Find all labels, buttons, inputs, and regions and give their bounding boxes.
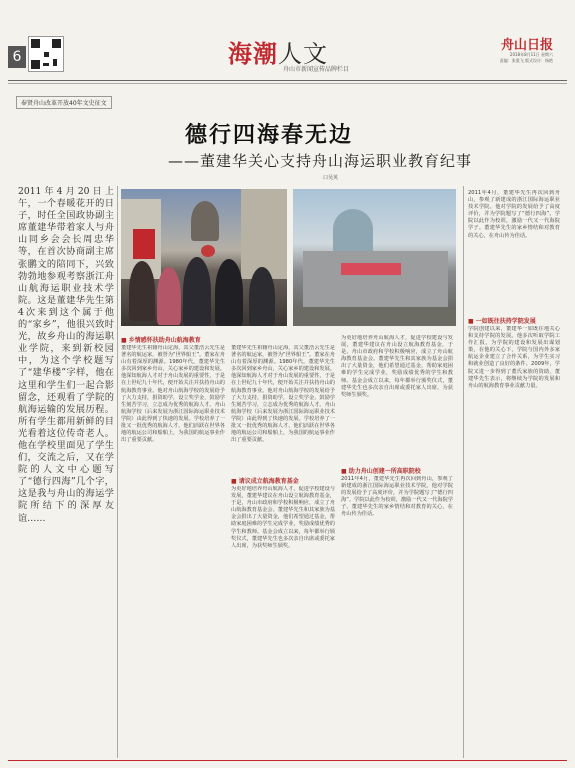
- person-5: [249, 267, 275, 326]
- building-right: [241, 189, 287, 279]
- campus-photo: [293, 189, 456, 326]
- section-subtitle: 舟山市新闻宣传品牌栏目: [283, 66, 350, 73]
- headline: 德行四海春无边: [185, 123, 354, 148]
- section-heading-4: ■ 一如既往扶持学院发展: [468, 316, 536, 325]
- person-4: [215, 259, 243, 326]
- section-heading-2: ■ 请议成立航海教育基金: [231, 476, 299, 485]
- subheadline: ——董建华关心支持舟山海运职业教育纪事: [168, 152, 473, 170]
- right-text-top: 2011年4月，董建华先生再次回到舟山，参观了新建成的浙江国际海运职业技术学院。他对学院的发展给予了高度评价，并为学院题写了“德行四海”。学院以此作为校训，激励一代又一代海院学子。董建华先生的家乡情结和对教育的关心，在舟山传为佳话。: [468, 190, 560, 239]
- plaza: [293, 307, 456, 326]
- lead-column: 2011年4月20日上午，一个春暖花开的日子，时任全国政协副主席董建华带着家人与舟山同乡会会长周忠华等，在首次协商副主席张鹏文的陪同下，兴致勃勃地参观考察浙江舟山航海运职业技术学院。这是董建华先生第4次来到这个属于他的“家乡”，他很兴致时光，故乡舟山的海运职业学院，来到新校园中，为这个学校题写了“建华楼”字样，他在这里和学生们一起合影留念，还观看了学院的航海运输的发展历程。所有学生都用新鲜的目光看着这位传奇老人。他在学校里面见了学生们，交流之后，又在学院的人文中心题写了“德行四海”几个字，这是我与舟山的海运学院所结下的深厚友谊……: [18, 186, 114, 524]
- bottom-rule: [8, 760, 567, 761]
- statue: [191, 201, 219, 241]
- section-title-black: 人文: [278, 40, 328, 68]
- byline: 口吴英: [323, 175, 339, 181]
- section-text-2: 为更好地培养舟山航海人才，促进学校建设与发展，董建华建议在舟山设立航海教育基金，于是，舟山市政府和学校积极响应，成立了舟山航海教育基金会。董建华先生和其家族为基金会捐出了大量资金，他们希望通过基金，帮助家庭困难的学生完成学业，奖励成绩优秀的学生和教师。基金会成立以来，每年都举行颁奖仪式，董建华先生也多次亲自出席或委托家人出席，为获奖师生颁奖。: [231, 486, 335, 549]
- banner: [341, 263, 401, 275]
- group-photo: [121, 189, 287, 326]
- section-heading-1: ■ 乡情感怀扶助舟山航海教育: [121, 335, 201, 344]
- qr-code-icon: [28, 36, 64, 72]
- newspaper-logo: 舟山日报: [500, 38, 553, 53]
- red-flowers: [201, 245, 215, 257]
- person-2: [157, 267, 181, 325]
- issue-date: [500, 52, 553, 64]
- section-text-4: 学院创建以来，董建华一如既往地关心和支持学院的发展。他多次听取学院工作汇报，为学院的建设和发展出谋划策，在他的关心下，学院与国内外多家航运企业建立了合作关系，为学生实习和就业创造了良好的条件。2009年，学院又进一步得到了董氏家族的资助，董建华先生表示，将继续为学院的发展和舟山的航海教育事业贡献力量。: [468, 326, 560, 389]
- section-title-red: 海潮: [228, 40, 278, 68]
- date-line-1: 2018年8月11日 星期六: [509, 52, 553, 57]
- series-label: 奉贤舟山改革开放40年文史征文: [16, 96, 112, 109]
- page-number: 6: [8, 46, 26, 68]
- person-3: [183, 257, 211, 326]
- section-text-3: 2011年4月，董建华先生再次回到舟山，参观了新建成的浙江国际海运职业技术学院。他对学院的发展给予了高度评价，并为学院题写了“德行四海”。学院以此作为校训，激励一代又一代海院学子。董建华先生的家乡情结和对教育的关心，在舟山传为佳话。: [341, 476, 453, 518]
- section-text-1b: 董建华先生祖籍舟山定海，其父董浩云先生是著名的航运家，被誉为“世界船王”。董家在舟山有着深厚的渊源。1980年代，董建华先生多次回到家乡舟山，关心家乡的建设和发展。他深知航海人才对于舟山发展的重要性，于是在上世纪九十年代，便开始关注并扶持舟山的航海教育事业。他对舟山航海学校的发展给予了大力支持，捐资助学，设立奖学金，鼓励学生刻苦学习，立志成为优秀的航海人才。舟山航海学校（后来发展为浙江国际海运职业技术学院）由此得到了快速的发展。学校培养了一批又一批优秀的航海人才，他们活跃在世界各地的航运公司和船舶上，为我国的航运事业作出了重要贡献。: [231, 345, 335, 444]
- section-text-1a: 董建华先生祖籍舟山定海，其父董浩云先生是著名的航运家，被誉为“世界船王”。董家在舟山有着深厚的渊源。1980年代，董建华先生多次回到家乡舟山，关心家乡的建设和发展。他深知航海人才对于舟山发展的重要性，于是在上世纪九十年代，便开始关注并扶持舟山的航海教育事业。他对舟山航海学校的发展给予了大力支持，捐资助学，设立奖学金，鼓励学生刻苦学习，立志成为优秀的航海人才。舟山航海学校（后来发展为浙江国际海运职业技术学院）由此得到了快速的发展。学校培养了一批又一批优秀的航海人才，他们活跃在世界各地的航运公司和船舶上，为我国的航运事业作出了重要贡献。: [121, 345, 225, 444]
- date-line-2: 责编：张重飞 版式设计：杨艳: [499, 58, 553, 63]
- section-text-2b: 为更好地培养舟山航海人才，促进学校建设与发展，董建华建议在舟山设立航海教育基金，于是，舟山市政府和学校积极响应，成立了舟山航海教育基金会。董建华先生和其家族为基金会捐出了大量资金，他们希望通过基金，帮助家庭困难的学生完成学业，奖励成绩优秀的学生和教师。基金会成立以来，每年都举行颁奖仪式，董建华先生也多次亲自出席或委托家人出席，为获奖师生颁奖。: [341, 335, 453, 398]
- column-divider-right: [463, 186, 464, 758]
- masthead-rule-thin: [8, 83, 567, 84]
- main-building: [303, 251, 448, 309]
- column-divider: [117, 186, 118, 758]
- person-1: [129, 261, 155, 321]
- red-flag: [133, 229, 155, 259]
- masthead-rule: [8, 80, 567, 81]
- section-heading-3: ■ 助力舟山创建一所高职院校: [341, 466, 421, 475]
